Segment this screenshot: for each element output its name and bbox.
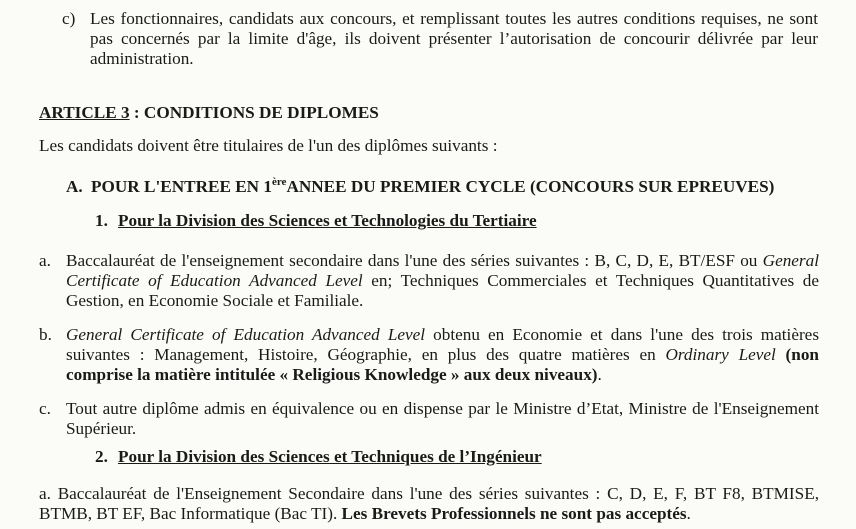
- item-a-line2: Certificate of Education Advanced Level en; Techniques Commerciales et Techniques Quantitatives de: [66, 271, 819, 290]
- item-c-line2: pas concernés par la limite d'âge, ils doivent présenter l’autorisation de concourir délivrée par leur: [90, 29, 818, 48]
- item-a-label: a.: [39, 251, 51, 270]
- item-a2-line2: BTMB, BT EF, Bac Informatique (Bac TI). Les Brevets Professionnels ne sont pas acceptés.: [39, 504, 691, 523]
- article-intro: Les candidats doivent être titulaires de l'un des diplômes suivants :: [39, 136, 498, 155]
- item-b-line1: General Certificate of Education Advanced Level obtenu en Economie et dans l'une des trois matières: [66, 325, 820, 344]
- item-c2-line1: Tout autre diplôme admis en équivalence ou en dispense par le Ministre d’Etat, Ministre de l'Enseignement: [66, 399, 819, 418]
- item-c-label: c): [62, 9, 76, 28]
- item-c2-line2: Supérieur.: [66, 419, 137, 438]
- division-2-title: Pour la Division des Sciences et Techniques de l’Ingénieur: [118, 447, 542, 466]
- section-a-heading: POUR L'ENTREE EN 1èreANNEE DU PREMIER CYCLE (CONCOURS SUR EPREUVES): [91, 176, 775, 196]
- item-b-label: b.: [39, 325, 52, 344]
- division-1-title: Pour la Division des Sciences et Technologies du Tertiaire: [118, 211, 537, 230]
- item-c2-label: c.: [39, 399, 51, 418]
- item-a-line1: Baccalauréat de l'enseignement secondaire dans l'une des séries suivantes : B, C, D, E, BT/ESF ou General: [66, 251, 819, 270]
- item-b-line2: suivantes : Management, Histoire, Géographie, en plus des quatre matières en Ordinary Level (non: [66, 345, 819, 364]
- division-2-number: 2.: [95, 447, 108, 466]
- article-title: : CONDITIONS DE DIPLOMES: [129, 103, 379, 122]
- article-number: ARTICLE 3: [39, 103, 130, 122]
- item-c-line1: Les fonctionnaires, candidats aux concours, et remplissant toutes les autres conditions requises, ne sont: [90, 9, 818, 28]
- item-a2-line1: a. Baccalauréat de l'Enseignement Secondaire dans l'une des séries suivantes : C, D, E, F, BT F8, BTMISE,: [39, 484, 819, 503]
- article-heading: [39, 103, 379, 123]
- item-c-line3: administration.: [90, 49, 194, 68]
- division-1-number: 1.: [95, 211, 108, 230]
- item-b-line3: comprise la matière intitulée « Religious Knowledge » aux deux niveaux).: [66, 365, 602, 384]
- section-a-label: A.: [66, 177, 83, 196]
- item-a-line3: Gestion, en Economie Sociale et Familiale.: [66, 291, 364, 310]
